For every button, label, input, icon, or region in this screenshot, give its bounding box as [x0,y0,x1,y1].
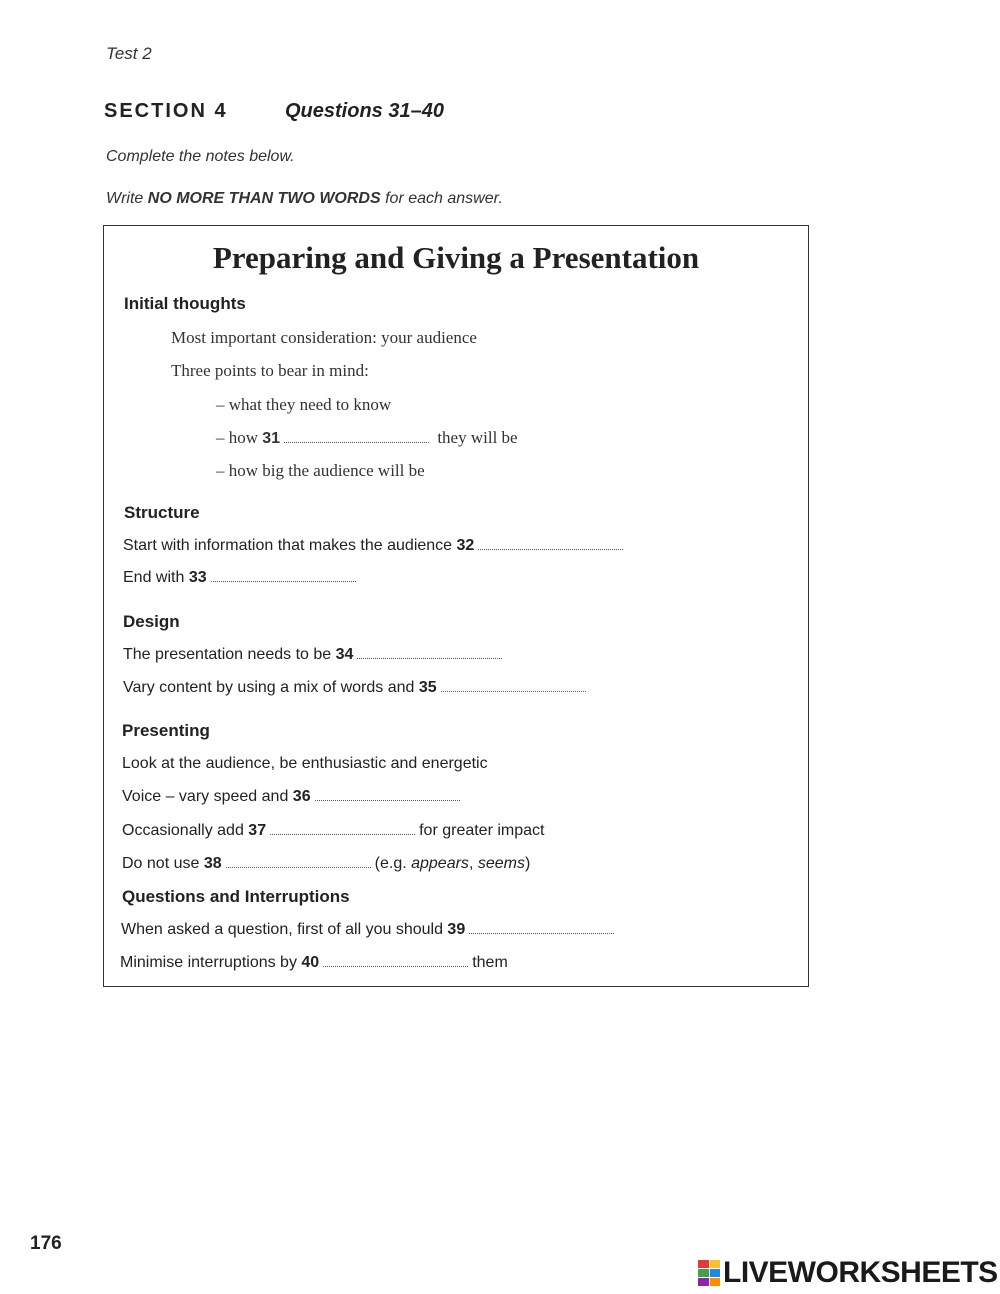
question-33 [123,569,360,587]
q40-text: Minimise interruptions by [120,954,297,971]
question-32 [123,537,627,555]
answer-blank-35[interactable] [441,689,586,692]
question-35 [123,679,590,697]
q40-number: 40 [301,954,320,971]
liveworksheets-watermark [698,1256,998,1290]
questions-range: Questions 31–40 [285,100,444,122]
answer-blank-39[interactable] [469,931,614,934]
q38-example-appears: appears [411,855,469,872]
question-39 [121,921,618,939]
running-header: Test 2 [106,44,152,63]
q36-number: 36 [292,788,311,805]
instruction-complete-notes: Complete the notes below. [106,148,295,165]
presenting-line-1: Look at the audience, be enthusiastic and energetic [122,755,488,772]
q34-number: 34 [335,646,354,663]
question-36 [122,788,464,806]
q38-number: 38 [203,855,222,872]
instruction-bold: NO MORE THAN TWO WORDS [147,190,381,207]
q37-number: 37 [248,822,267,839]
question-31 [216,428,518,448]
q38-example-close: ) [524,855,531,872]
heading-design: Design [123,612,180,631]
initial-line-2: Three points to bear in mind: [171,361,369,380]
q36-text: Voice – vary speed and [122,788,289,805]
answer-blank-34[interactable] [357,656,502,659]
q38-example-sep: , [468,855,478,872]
instruction-word-limit [106,190,503,208]
answer-blank-36[interactable] [315,798,460,801]
q32-text: Start with information that makes the audience [123,537,453,554]
section-heading: SECTION 4 [104,100,228,122]
initial-line-1: Most important consideration: your audience [171,328,477,347]
question-34 [123,646,506,664]
instruction-pre: Write [106,190,148,207]
heading-questions-interruptions: Questions and Interruptions [122,887,350,906]
q33-text: End with [123,569,185,586]
logo-cell [710,1278,721,1286]
q38-text: Do not use [122,855,200,872]
heading-structure: Structure [124,503,200,522]
initial-bullet-3: – how big the audience will be [216,461,425,480]
brand-name: LIVEWORKSHEETS [723,1256,998,1289]
q33-number: 33 [188,569,207,586]
q31-text: – how [216,428,259,447]
q35-number: 35 [418,679,437,696]
logo-cell [698,1269,709,1277]
question-40 [120,954,508,972]
answer-blank-37[interactable] [270,832,415,835]
answer-blank-40[interactable] [323,964,468,967]
q39-text: When asked a question, first of all you should [121,921,443,938]
initial-bullet-1: – what they need to know [216,395,392,414]
q31-number: 31 [262,430,281,447]
answer-blank-38[interactable] [226,865,371,868]
q37-post: for greater impact [419,822,545,839]
logo-cell [698,1260,709,1268]
logo-cell [698,1278,709,1286]
q31-post: they will be [437,428,518,447]
logo-cell [710,1269,721,1277]
q35-text: Vary content by using a mix of words and [123,679,415,696]
question-37 [122,822,544,840]
q38-example-seems: seems [477,855,525,872]
answer-blank-32[interactable] [478,547,623,550]
logo-cell [710,1260,721,1268]
heading-presenting: Presenting [122,721,210,740]
notes-title: Preparing and Giving a Presentation [212,240,700,275]
q39-number: 39 [447,921,466,938]
q38-example-open: (e.g. [374,855,412,872]
q37-text: Occasionally add [122,822,244,839]
q40-post: them [472,954,508,971]
instruction-post: for each answer. [380,190,503,207]
notes-box [103,225,809,987]
q32-number: 32 [456,537,475,554]
page-number: 176 [30,1233,62,1254]
answer-blank-31[interactable] [284,440,429,443]
answer-blank-33[interactable] [211,579,356,582]
liveworksheets-logo-icon [698,1260,720,1286]
q34-text: The presentation needs to be [123,646,332,663]
heading-initial-thoughts: Initial thoughts [124,294,246,313]
question-38 [122,855,530,873]
